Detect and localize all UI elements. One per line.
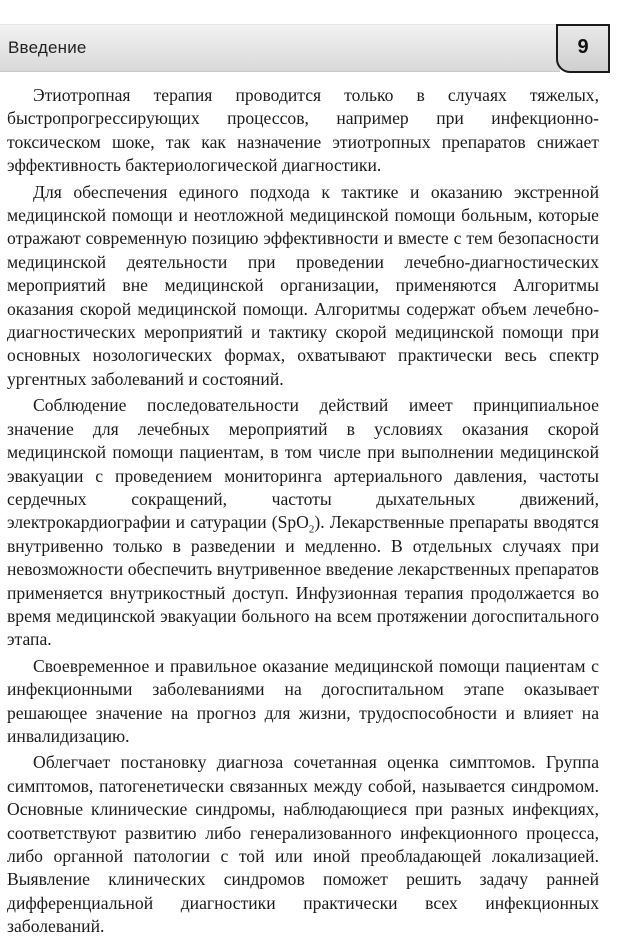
body-text [7,84,599,942]
section-title: Введение [8,38,87,57]
paragraph-algorithms: Для обеспечения единого подхода к тактике и оказанию экстренной медицинской помощи и неотложной медицинской помощи больным, которые отражают современную позицию эффективности и вместе с тем безопасности медицинской деятельности при проведении лечебно-диагностических мероприятий вне медицинской организации, применяются Алгоритмы оказания скорой медицинской помощи. Алгоритмы содержат объем лечебно-диагностических мероприятий и тактику скорой медицинской помощи при основных нозологических формах, охватывают практически весь спектр ургентных заболеваний и состояний. [7,181,599,389]
spo2-subscript: 2 [308,523,315,536]
paragraph-etiotropic-therapy: Этиотропная терапия проводится только в случаях тяжелых, быстропрогрессирующих процессов, например при инфекционно-токсическом шоке, так как назначение этиотропных препаратов снижает эффективность бактериологической диагностики. [7,85,599,176]
page-header [0,0,620,82]
paragraph-timely-care: Своевременное и правильное оказание медицинской помощи пациентам с инфекционными заболеваниями на догоспитальном этапе оказывает решающее значение на прогноз для жизни, трудоспособности и влияет на инвалидизацию. [7,655,599,746]
paragraph-sequence-text-before: Соблюдение последовательности действий имеет принципиальное значение для лечебных мероприятий в условиях оказания скорой медицинской помощи пациентам, в том числе при выполнении медицинской эвакуации с проведением мониторинга артериального давления, частоты сердечных сокращений, частоты дыхательных движений, электрокардиографии и сатурации (SpO [7,395,599,533]
paragraph-sequence-text-after: ). Лекарственные препараты вводятся внутривенно только в разведении и медленно. В отдельных случаях при невозможности обеспечить внутривенное введение лекарственных препаратов применяется внутрикостный доступ. Инфузионная терапия продолжается во время медицинской эвакуации больного на всем протяжении догоспитального этапа. [7,512,599,650]
paragraph-sequence-of-actions [7,394,599,651]
page-number: 9 [577,36,589,58]
page-number-tab [556,24,610,73]
paragraph-syndromes: Облегчает постановку диагноза сочетанная оценка симптомов. Группа симптомов, патогенетически связанных между собой, называется синдромом. Основные клинические синдромы, наблюдающиеся при разных инфекциях, соответствуют развитию либо генерализованного инфекционного процесса, либо органной патологии с той или иной преобладающей локализацией. Выявление клинических синдромов поможет решить задачу ранней дифференциальной диагностики практически всех инфекционных заболеваний. [7,752,599,937]
